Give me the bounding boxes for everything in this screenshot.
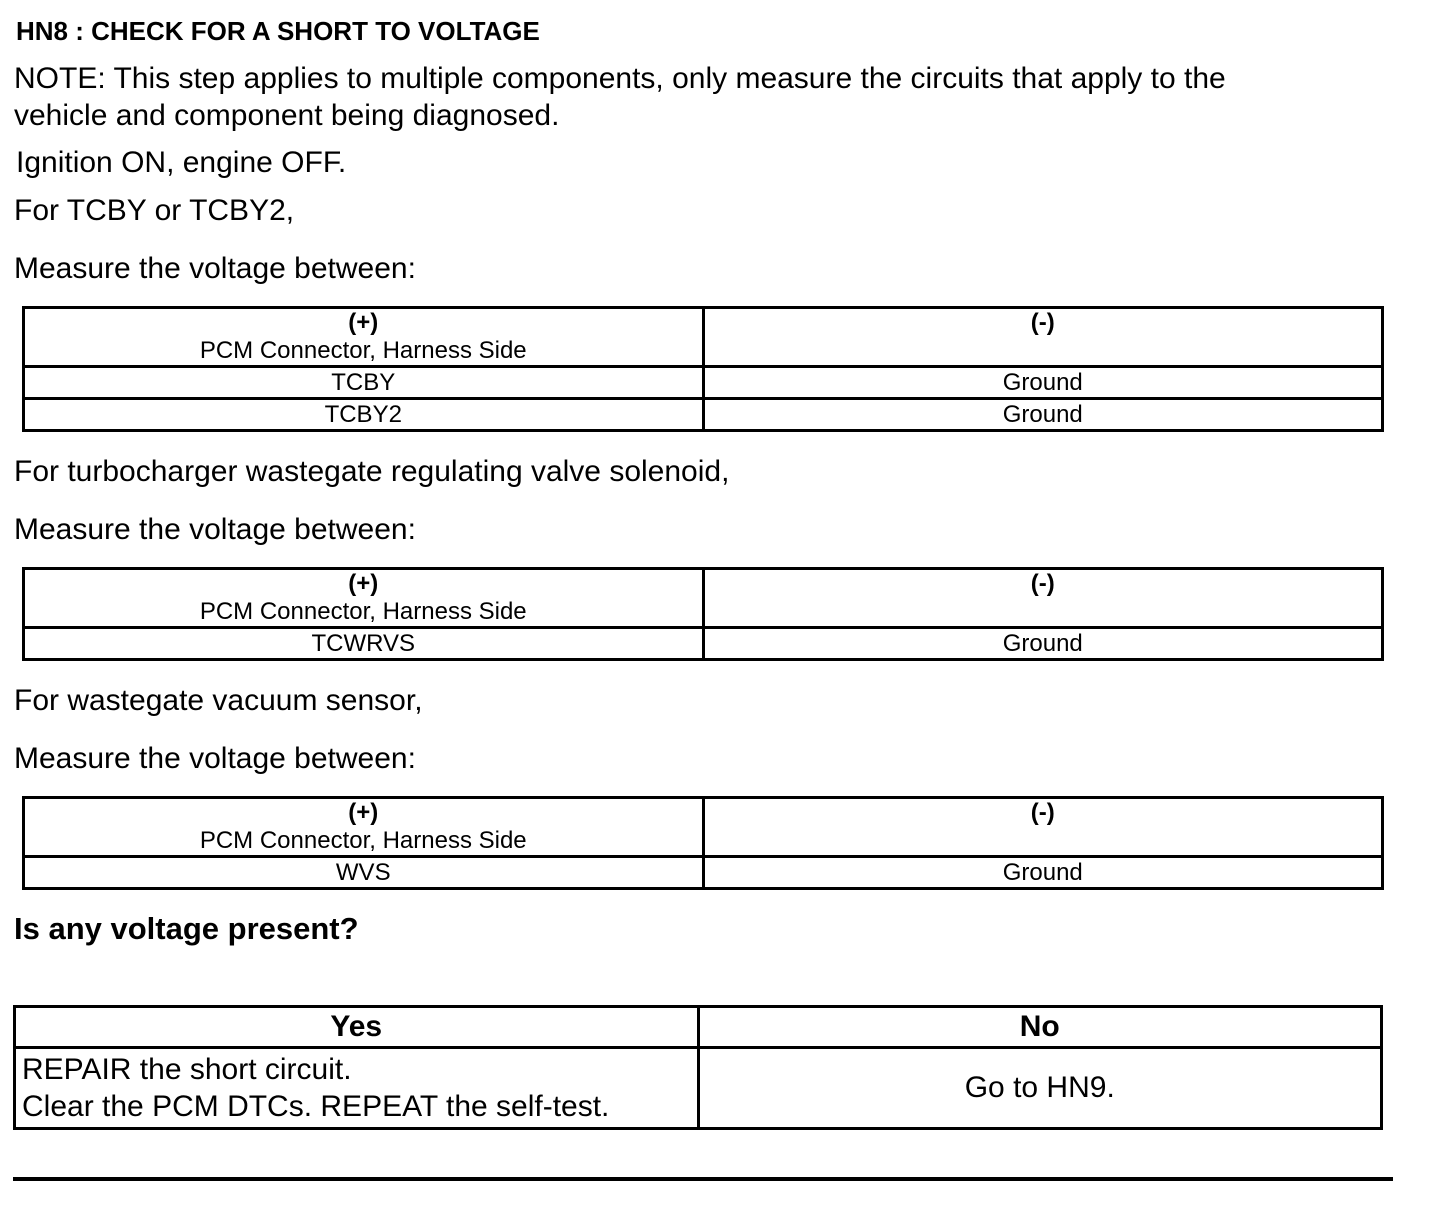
minus-cell: Ground <box>703 367 1383 399</box>
plus-sublabel: PCM Connector, Harness Side <box>199 827 527 854</box>
minus-label: (-) <box>1030 799 1055 826</box>
section-1-measure: Measure the voltage between: <box>14 252 416 285</box>
plus-label: (+) <box>348 309 379 336</box>
yes-action <box>15 1048 699 1129</box>
plus-cell: TCBY <box>24 367 704 399</box>
section-2-measure: Measure the voltage between: <box>14 513 416 546</box>
plus-label: (+) <box>348 799 379 826</box>
table-row <box>24 399 1383 431</box>
plus-cell: WVS <box>24 857 704 889</box>
minus-cell: Ground <box>703 857 1383 889</box>
minus-label: (-) <box>1030 309 1055 336</box>
table-row <box>24 857 1383 889</box>
table-row <box>24 367 1383 399</box>
section-1-table <box>22 306 1384 432</box>
step-title: HN8 : CHECK FOR A SHORT TO VOLTAGE <box>16 16 540 46</box>
plus-cell: TCBY2 <box>24 399 704 431</box>
plus-header <box>24 308 704 367</box>
ignition-instruction: Ignition ON, engine OFF. <box>16 146 347 179</box>
result-table <box>13 1005 1383 1130</box>
yes-line-1: REPAIR the short circuit. <box>22 1053 352 1086</box>
table-row <box>24 628 1383 660</box>
no-action: Go to HN9. <box>698 1048 1382 1129</box>
yes-line-2: Clear the PCM DTCs. REPEAT the self-test. <box>22 1090 610 1123</box>
minus-header <box>703 798 1383 857</box>
section-3-measure: Measure the voltage between: <box>14 742 416 775</box>
bottom-divider <box>13 1177 1393 1181</box>
plus-sublabel: PCM Connector, Harness Side <box>199 598 527 625</box>
yes-header: Yes <box>15 1007 699 1048</box>
plus-sublabel: PCM Connector, Harness Side <box>199 337 527 364</box>
question: Is any voltage present? <box>14 911 359 946</box>
section-2-intro: For turbocharger wastegate regulating valve solenoid, <box>14 455 730 488</box>
minus-label: (-) <box>1030 570 1055 597</box>
note-line-2: vehicle and component being diagnosed. <box>14 99 560 132</box>
no-header: No <box>698 1007 1382 1048</box>
section-2-table <box>22 567 1384 661</box>
plus-header <box>24 569 704 628</box>
section-1-intro: For TCBY or TCBY2, <box>14 194 295 227</box>
minus-cell: Ground <box>703 628 1383 660</box>
minus-cell: Ground <box>703 399 1383 431</box>
note-line-1: NOTE: This step applies to multiple components, only measure the circuits that apply to the <box>14 62 1226 95</box>
section-3-table <box>22 796 1384 890</box>
plus-cell: TCWRVS <box>24 628 704 660</box>
section-3-intro: For wastegate vacuum sensor, <box>14 684 423 717</box>
plus-label: (+) <box>348 570 379 597</box>
minus-header <box>703 308 1383 367</box>
plus-header <box>24 798 704 857</box>
minus-header <box>703 569 1383 628</box>
